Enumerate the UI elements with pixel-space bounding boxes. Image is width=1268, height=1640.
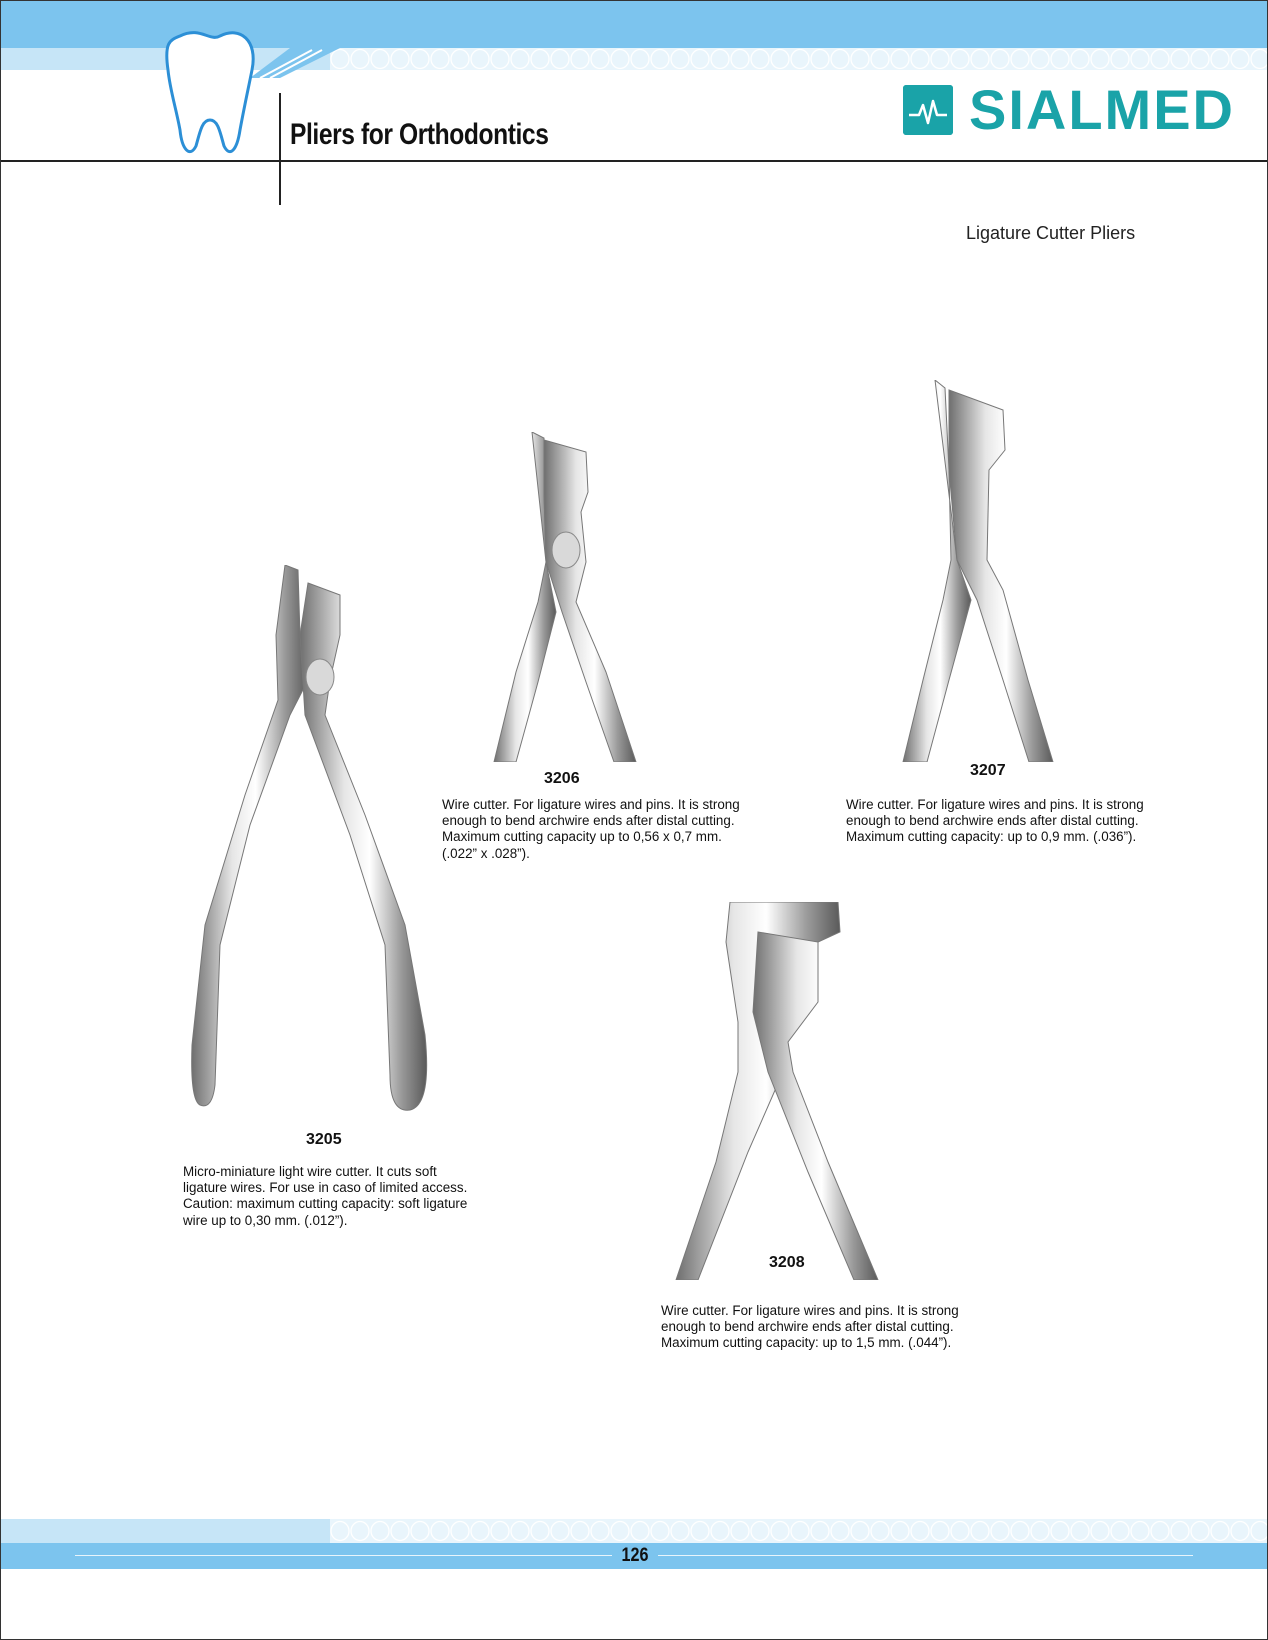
bottom-ring-pattern — [330, 1520, 1268, 1542]
page-number: 126 — [621, 1545, 649, 1566]
brand-name: SIALMED — [969, 78, 1235, 141]
product-code-3208: 3208 — [769, 1254, 805, 1271]
header-stripes — [250, 48, 340, 78]
product-description-3205: Micro-miniature light wire cutter. It cuts soft ligature wires. For use in caso of limited access. Caution: maximum cutting capacity: soft ligature wire up to 0,30 mm. (.012”). — [183, 1164, 468, 1228]
heartbeat-icon — [903, 85, 953, 135]
product-code-3206: 3206 — [544, 770, 580, 787]
plier-3205-image — [190, 565, 445, 1115]
product-description-3207: Wire cutter. For ligature wires and pins. It is strong enough to bend archwire ends after distal cutting. Maximum cutting capacity: up to 0,9 mm. (.036”). — [846, 797, 1144, 845]
product-description-3206: Wire cutter. For ligature wires and pins. It is strong enough to bend archwire ends after distal cutting. Maximum cutting capacity up to 0,56 x 0,7 mm. (.022” x .028”). — [442, 797, 740, 861]
header-rule — [0, 160, 1268, 162]
brand-logo — [903, 78, 1235, 141]
top-ring-pattern — [330, 48, 1268, 70]
product-code-3207: 3207 — [970, 762, 1006, 779]
page-title: Pliers for Orthodontics — [290, 118, 549, 151]
bottom-band-light-segment — [0, 1519, 330, 1543]
section-label: Ligature Cutter Pliers — [966, 223, 1136, 243]
tooth-icon — [160, 28, 260, 160]
product-description-3208: Wire cutter. For ligature wires and pins. It is strong enough to bend archwire ends after distal cutting. Maximum cutting capacity: up to 1,5 mm. (.044”). — [661, 1303, 959, 1351]
plier-3208-image — [668, 902, 913, 1280]
header-divider — [279, 93, 281, 205]
product-code-3205: 3205 — [306, 1131, 342, 1148]
plier-3207-image — [893, 380, 1078, 762]
plier-3206-image — [486, 432, 666, 762]
